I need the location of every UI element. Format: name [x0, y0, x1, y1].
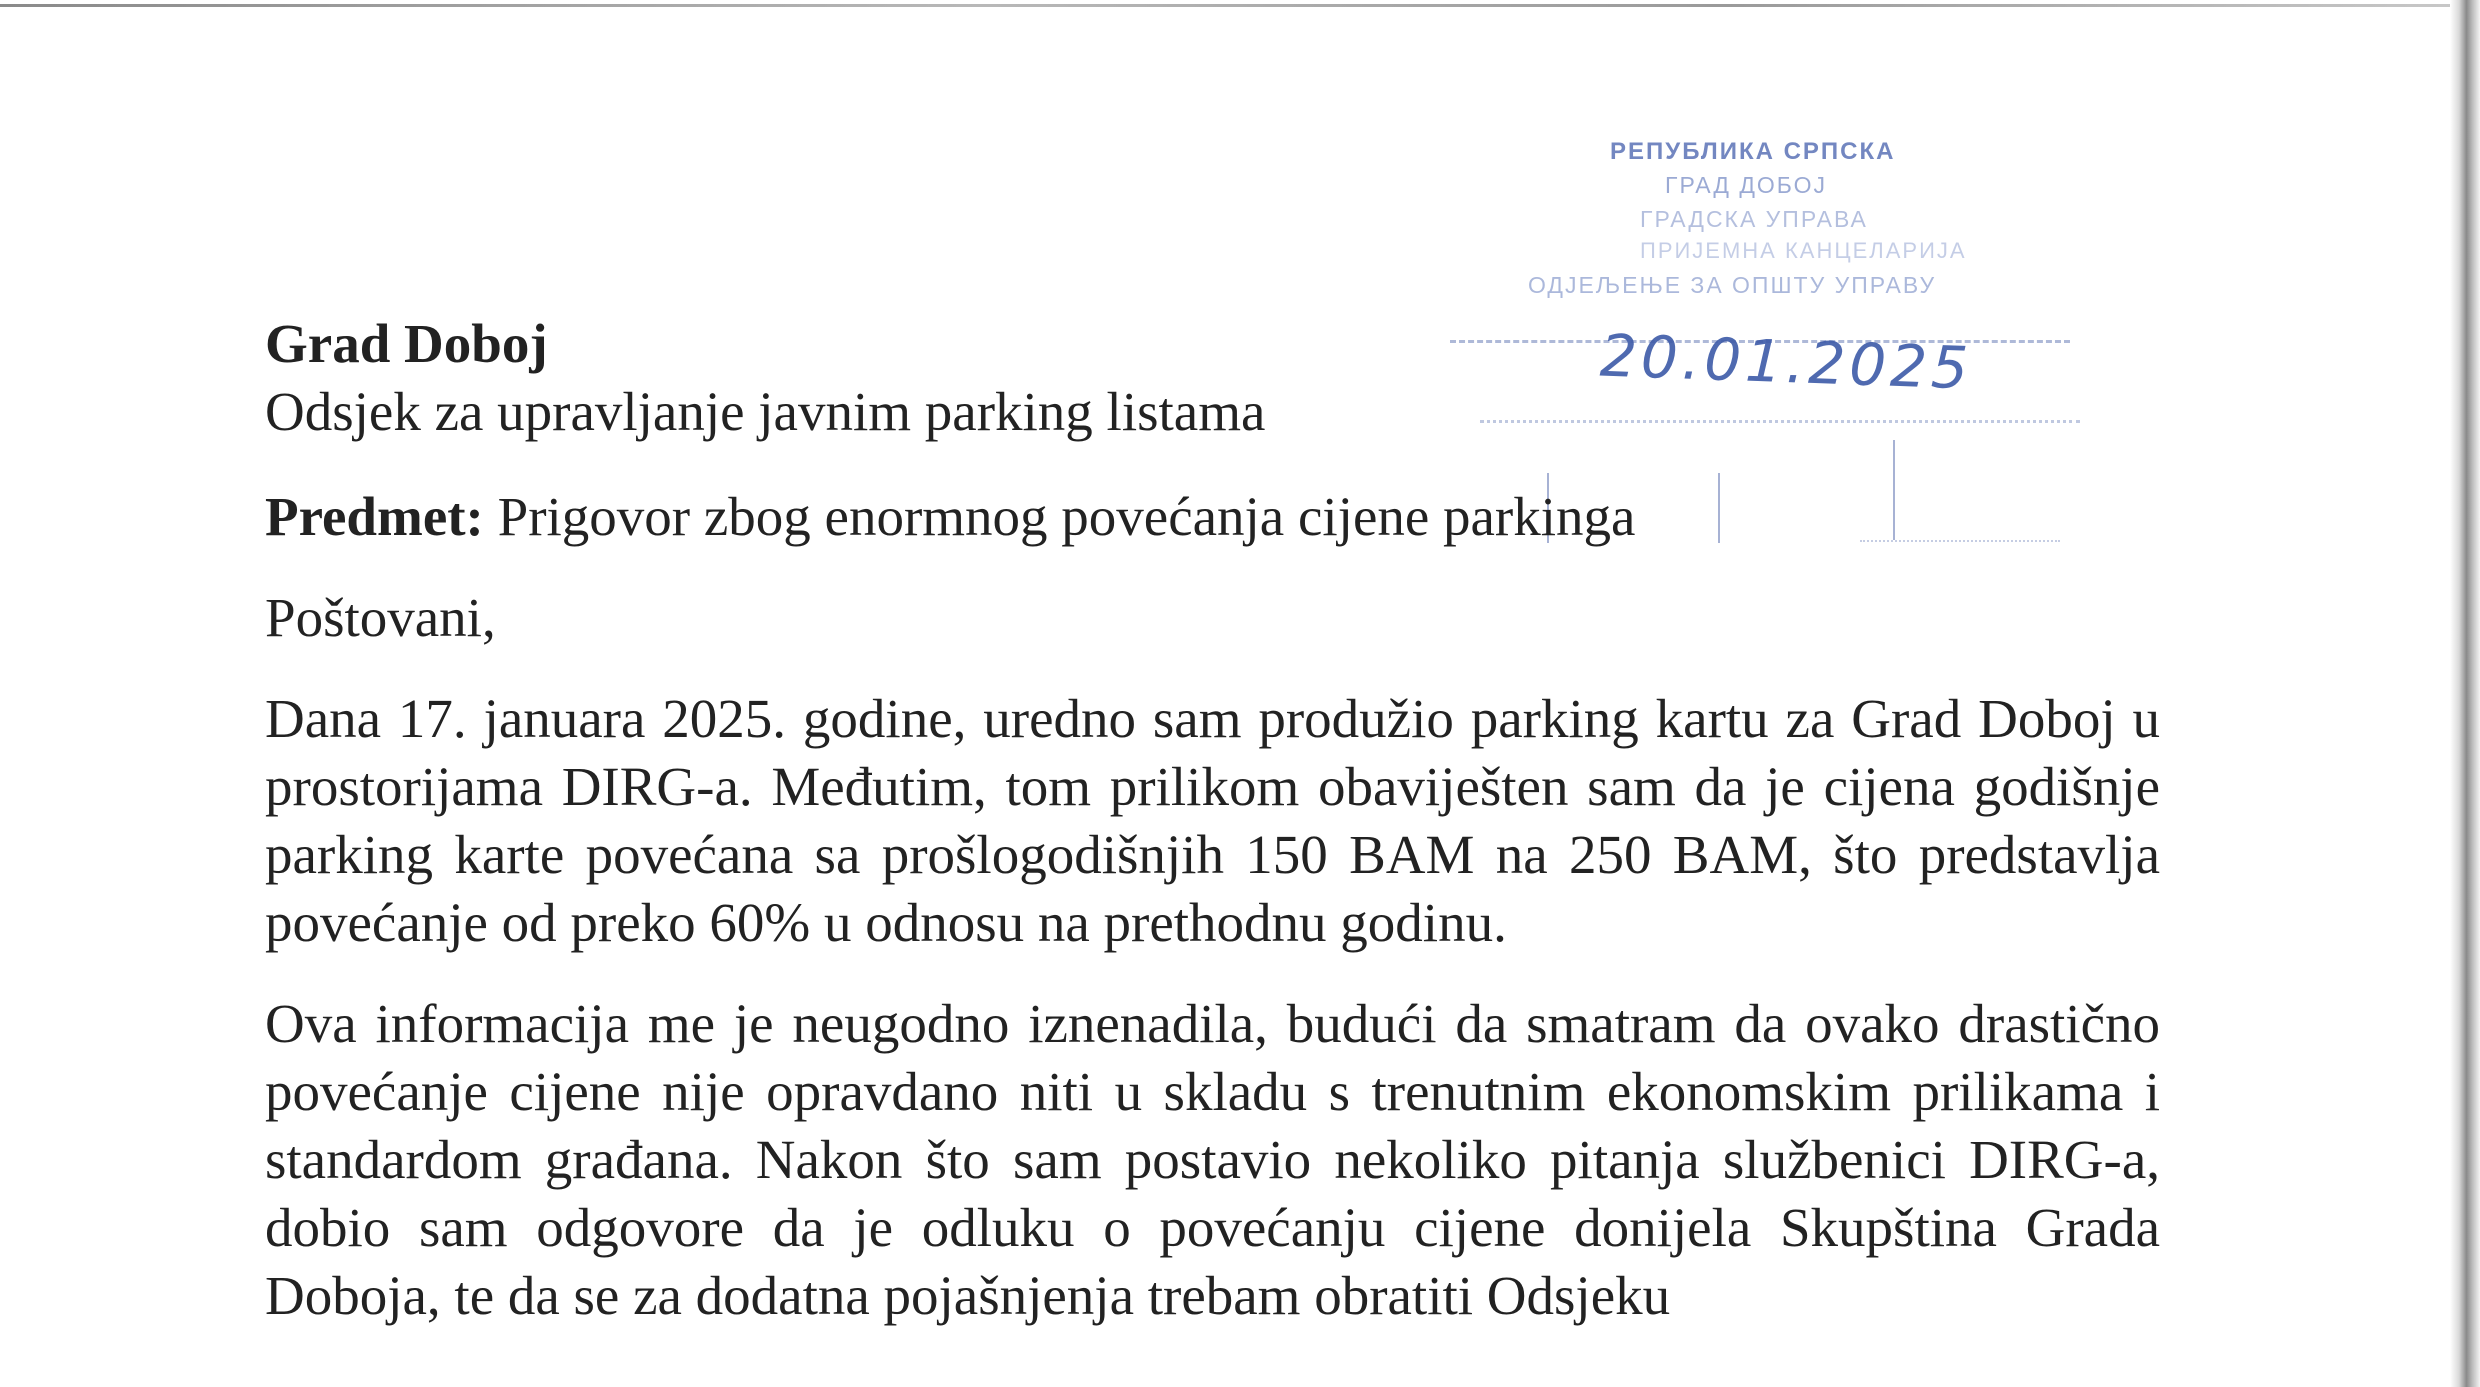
stamp-line-1: РЕПУБЛИКА СРПСКА — [1610, 138, 1896, 165]
subject-line — [265, 483, 2160, 551]
subject-text: Prigovor zbog enormnog povećanja cijene parkinga — [497, 486, 1636, 547]
letter-body — [265, 310, 2160, 1363]
stamp-date: 20.01.2025 — [1598, 321, 1974, 403]
page-top-edge — [0, 4, 2460, 7]
stamp-line-4: ПРИЈЕМНА КАНЦЕЛАРИЈА — [1640, 238, 1967, 263]
page-right-edge-shadow — [2450, 0, 2480, 1387]
stamp-line-5: ОДЈЕЉЕЊЕ ЗА ОПШТУ УПРАВУ — [1528, 272, 1937, 298]
subject-label: Predmet: — [265, 486, 484, 547]
greeting: Poštovani, — [265, 587, 496, 648]
recipient-department: Odsjek za upravljanje javnim parking listama — [265, 381, 1266, 442]
stamp-line-3: ГРАДСКА УПРАВА — [1640, 206, 1868, 232]
stamp-line-2: ГРАД ДОБОЈ — [1665, 172, 1828, 198]
recipient-name: Grad Doboj — [265, 313, 548, 374]
paragraph-1: Dana 17. januara 2025. godine, uredno sam produžio parking kartu za Grad Doboj u prostorijama DIRG-a. Međutim, tom prilikom obaviješten sam da je cijena godišnje parking karte povećana sa prošlogodišnjih 150 BAM na 250 BAM, što predstavlja povećanje od preko 60% u odnosu na prethodnu godinu. — [265, 688, 2160, 953]
paragraph-2: Ova informacija me je neugodno iznenadila, budući da smatram da ovako drastično povećanje cijene nije opravdano niti u skladu s trenutnim ekonomskim prilikama i standardom građana. Nakon što sam postavio nekoliko pitanja službenici DIRG-a, dobio sam odgovore da je odluku o povećanju cijene donijela Skupština Grada Doboja, te da se za dodatna pojašnjenja trebam obratiti Odsjeku — [265, 993, 2160, 1326]
